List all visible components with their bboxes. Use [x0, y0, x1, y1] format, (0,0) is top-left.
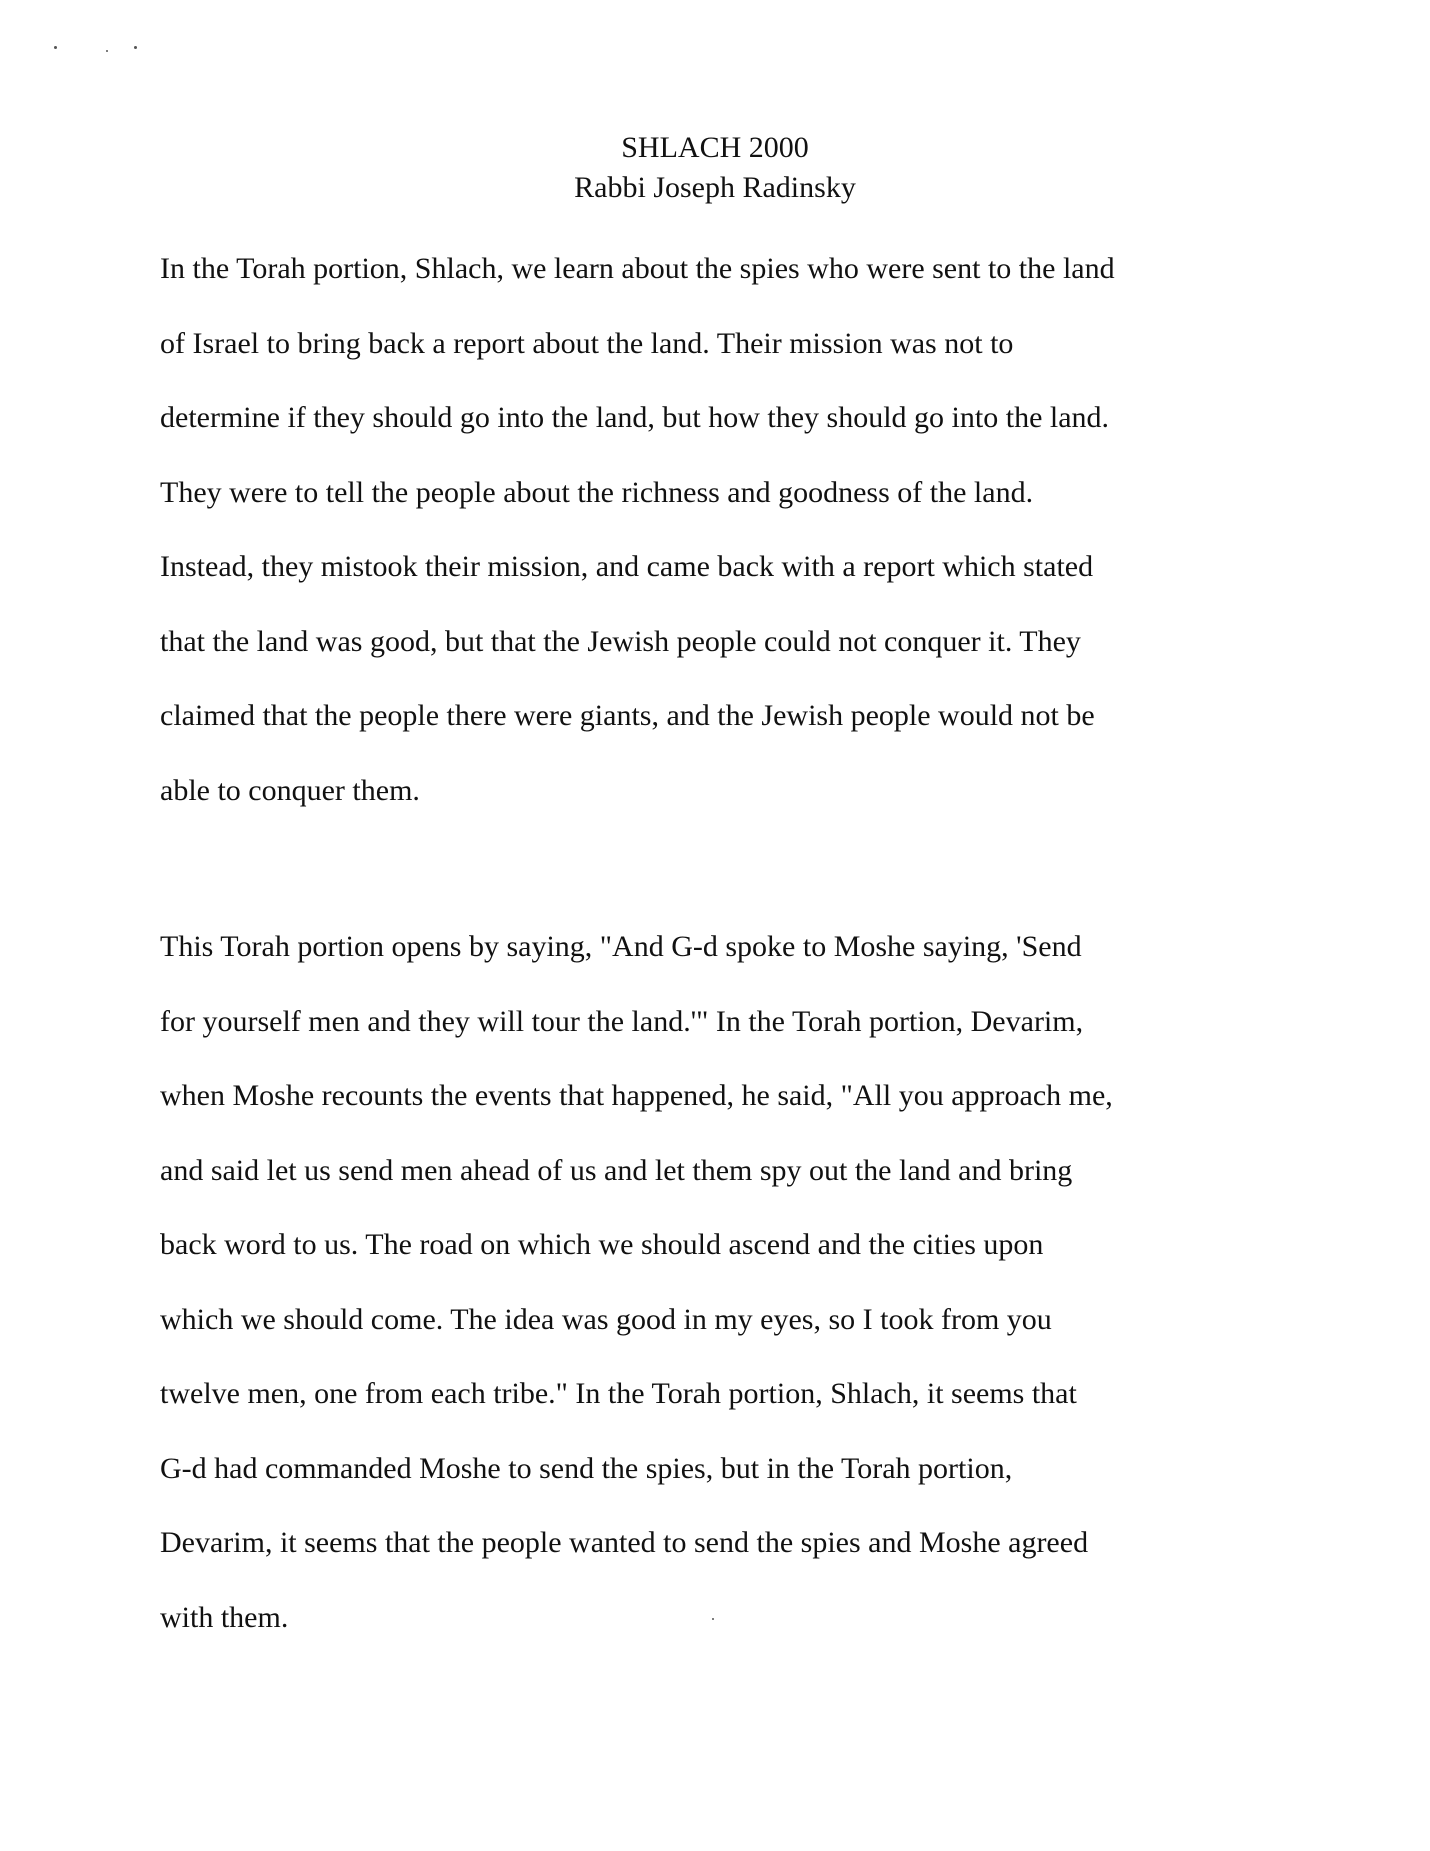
document-author: Rabbi Joseph Radinsky: [574, 171, 856, 204]
paragraph-2: [160, 910, 1300, 1655]
text-line: claimed that the people there were giants, and the Jewish people would not be: [160, 699, 1095, 732]
text-line: G-d had commanded Moshe to send the spies, but in the Torah portion,: [160, 1451, 1013, 1485]
text-line: when Moshe recounts the events that happened, he said, "All you approach me,: [160, 1079, 1113, 1112]
text-line: determine if they should go into the land, but how they should go into the land.: [160, 401, 1110, 434]
text-line: This Torah portion opens by saying, "And G-d spoke to Moshe saying, 'Send: [160, 930, 1082, 963]
text-line: Devarim, it seems that the people wanted to send the spies and Moshe agreed: [160, 1526, 1089, 1559]
text-line: twelve men, one from each tribe." In the Torah portion, Shlach, it seems that: [160, 1377, 1077, 1410]
text-line: which we should come. The idea was good in my eyes, so I took from you: [160, 1302, 1052, 1336]
scan-speck: [54, 46, 57, 49]
text-line: that the land was good, but that the Jewish people could not conquer it. They: [160, 624, 1081, 658]
document-header: [0, 128, 1430, 208]
text-line: They were to tell the people about the richness and goodness of the land.: [160, 475, 1034, 509]
text-line: of Israel to bring back a report about the land. Their mission was not to: [160, 326, 1014, 360]
text-line: back word to us. The road on which we should ascend and the cities upon: [160, 1228, 1044, 1261]
text-line: In the Torah portion, Shlach, we learn about the spies who were sent to the land: [160, 252, 1115, 285]
document-title: SHLACH 2000: [621, 131, 809, 164]
text-line: and said let us send men ahead of us and let them spy out the land and bring: [160, 1153, 1073, 1187]
text-line: for yourself men and they will tour the land.'" In the Torah portion, Devarim,: [160, 1004, 1084, 1038]
scan-speck: [106, 50, 108, 52]
text-line: Instead, they mistook their mission, and came back with a report which stated: [160, 550, 1094, 583]
scan-speck: [134, 46, 137, 49]
paragraph-1: [160, 232, 1300, 828]
text-line: with them.: [160, 1600, 289, 1634]
text-line: able to conquer them.: [160, 773, 420, 807]
